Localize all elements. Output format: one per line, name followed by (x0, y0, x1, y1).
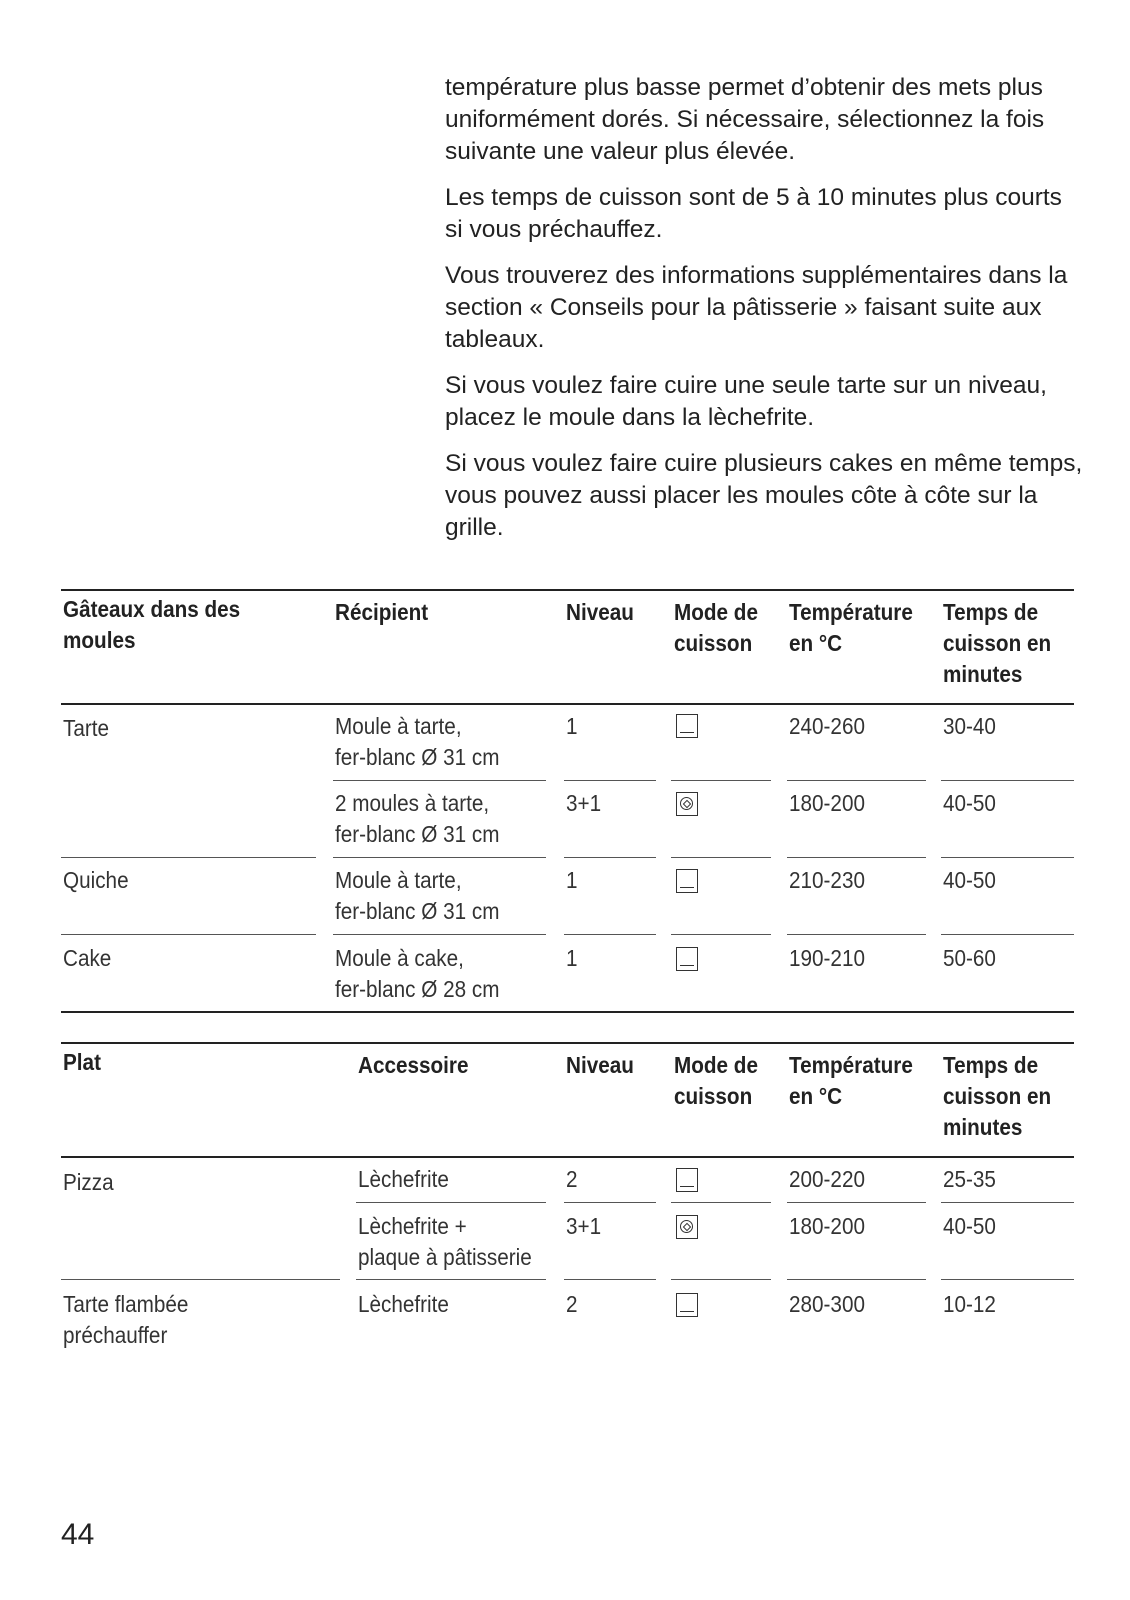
dish-name: Cake (63, 945, 112, 971)
page-number: 44 (61, 1518, 95, 1551)
temperature: 200-220 (789, 1166, 865, 1192)
intro-text (445, 72, 1085, 558)
level: 3+1 (566, 1213, 602, 1239)
temperature: 180-200 (789, 1213, 865, 1239)
level: 2 (566, 1166, 578, 1192)
header-temp: Température en °C (789, 599, 913, 656)
accessory: Lèchefrite (358, 1166, 449, 1192)
accessory: Lèchefrite (358, 1291, 449, 1317)
level: 3+1 (566, 790, 602, 816)
cooking-time: 40-50 (943, 1213, 996, 1239)
temperature: 190-210 (789, 945, 865, 971)
top-bottom-heat-icon (676, 869, 698, 893)
intro-paragraph: Les temps de cuisson sont de 5 à 10 minutes plus courts si vous préchauffez. (445, 184, 1062, 243)
accessory: Lèchefrite + plaque à pâtisserie (358, 1213, 532, 1270)
level: 1 (566, 945, 578, 971)
top-bottom-heat-icon (676, 1168, 698, 1192)
level: 2 (566, 1291, 578, 1317)
header-level: Niveau (566, 599, 634, 625)
level: 1 (566, 867, 578, 893)
hot-air-icon (676, 792, 698, 816)
vessel: Moule à cake, fer-blanc Ø 28 cm (335, 945, 500, 1002)
header-temp: Température en °C (789, 1052, 913, 1109)
intro-paragraph: Si vous voulez faire cuire plusieurs cakes en même temps, vous pouvez aussi placer les moules côte à côte sur la grille. (445, 450, 1083, 541)
intro-paragraph: Si vous voulez faire cuire une seule tarte sur un niveau, placez le moule dans la lèchefrite. (445, 372, 1047, 431)
intro-paragraph: Vous trouverez des informations supplémentaires dans la section « Conseils pour la pâtisserie » faisant suite aux tableaux. (445, 262, 1068, 353)
header-level: Niveau (566, 1052, 634, 1078)
cooking-time: 40-50 (943, 867, 996, 893)
dish-name: Quiche (63, 867, 129, 893)
cooking-time: 50-60 (943, 945, 996, 971)
top-bottom-heat-icon (676, 1293, 698, 1317)
temperature: 280-300 (789, 1291, 865, 1317)
cooking-time: 10-12 (943, 1291, 996, 1317)
top-bottom-heat-icon (676, 714, 698, 738)
hot-air-icon (676, 1215, 698, 1239)
dish-name: Pizza (63, 1169, 114, 1195)
header-mode: Mode de cuisson (674, 1052, 758, 1109)
header-time: Temps de cuisson en minutes (943, 1052, 1052, 1140)
temperature: 180-200 (789, 790, 865, 816)
header-dish: Gâteaux dans des moules (63, 596, 241, 653)
vessel: Moule à tarte, fer-blanc Ø 31 cm (335, 867, 500, 924)
vessel: Moule à tarte, fer-blanc Ø 31 cm (335, 713, 500, 770)
cooking-time: 40-50 (943, 790, 996, 816)
cooking-time: 30-40 (943, 713, 996, 739)
top-bottom-heat-icon (676, 947, 698, 971)
header-mode: Mode de cuisson (674, 599, 758, 656)
temperature: 210-230 (789, 867, 865, 893)
header-accessory: Accessoire (358, 1052, 469, 1078)
dish-name: Tarte flambée préchauffer (63, 1291, 189, 1348)
temperature: 240-260 (789, 713, 865, 739)
cooking-time: 25-35 (943, 1166, 996, 1192)
header-vessel: Récipient (335, 599, 429, 625)
header-time: Temps de cuisson en minutes (943, 599, 1052, 687)
intro-paragraph: température plus basse permet d’obtenir des mets plus uniformément dorés. Si nécessaire, sélectionnez la fois suivante une valeur plus élevée. (445, 74, 1045, 165)
header-dish: Plat (63, 1049, 101, 1075)
vessel: 2 moules à tarte, fer-blanc Ø 31 cm (335, 790, 500, 847)
dish-name: Tarte (63, 715, 110, 741)
level: 1 (566, 713, 578, 739)
